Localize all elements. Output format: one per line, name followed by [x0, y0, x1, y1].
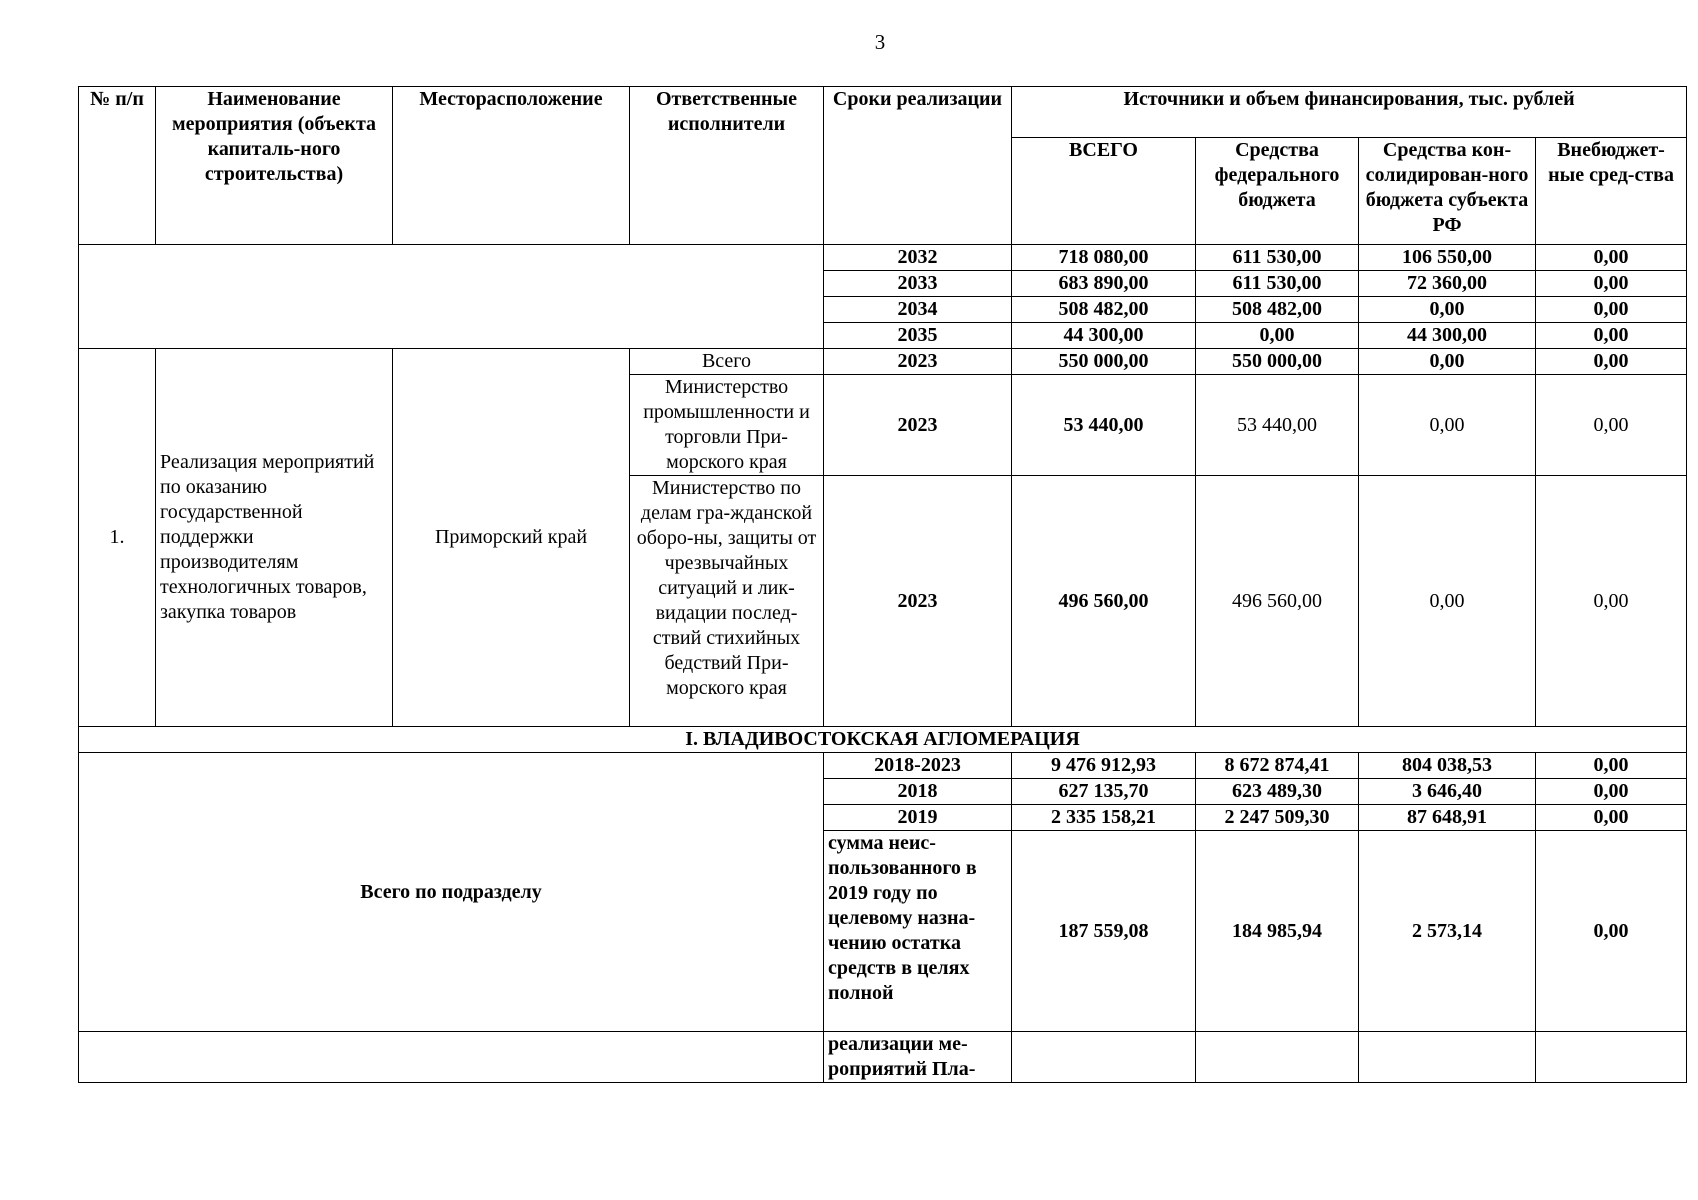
year-cell: 2023 [824, 375, 1012, 476]
extra-cell: 0,00 [1536, 271, 1687, 297]
header-responsible: Ответственные исполнители [630, 87, 824, 245]
table-row [79, 245, 1687, 271]
extra-cell: 0,00 [1536, 323, 1687, 349]
year-cell: сумма неис-пользованного в 2019 году по целевому назна-чению остатка средств в целях полной [824, 831, 1012, 1032]
extra-cell: 0,00 [1536, 805, 1687, 831]
item-location: Приморский край [393, 349, 630, 727]
responsible-cell: Министерство по делам гра-жданской оборо-ны, защиты от чрезвычайных ситуаций и лик-видации послед-ствий стихийных бедствий При-морского края [630, 476, 824, 727]
federal-cell: 0,00 [1196, 323, 1359, 349]
regional-cell: 44 300,00 [1359, 323, 1536, 349]
regional-cell: 2 573,14 [1359, 831, 1536, 1032]
total-cell: 44 300,00 [1012, 323, 1196, 349]
year-cell: 2019 [824, 805, 1012, 831]
year-cell: 2035 [824, 323, 1012, 349]
header-period: Сроки реализации [824, 87, 1012, 245]
total-cell [1012, 1032, 1196, 1083]
federal-cell: 611 530,00 [1196, 245, 1359, 271]
regional-cell: 72 360,00 [1359, 271, 1536, 297]
federal-cell: 2 247 509,30 [1196, 805, 1359, 831]
regional-cell: 0,00 [1359, 476, 1536, 727]
year-cell: реализации ме-роприятий Пла- [824, 1032, 1012, 1083]
extra-cell: 0,00 [1536, 476, 1687, 727]
total-cell: 9 476 912,93 [1012, 753, 1196, 779]
header-total: ВСЕГО [1012, 138, 1196, 245]
empty-merged-cell [79, 1032, 824, 1083]
header-num: № п/п [79, 87, 156, 245]
item-row [79, 349, 1687, 375]
total-cell: 187 559,08 [1012, 831, 1196, 1032]
header-location: Месторасположение [393, 87, 630, 245]
federal-cell: 611 530,00 [1196, 271, 1359, 297]
extra-cell [1536, 1032, 1687, 1083]
item-number: 1. [79, 349, 156, 727]
year-cell: 2033 [824, 271, 1012, 297]
regional-cell: 3 646,40 [1359, 779, 1536, 805]
federal-cell: 496 560,00 [1196, 476, 1359, 727]
year-cell: 2032 [824, 245, 1012, 271]
header-federal: Средства федерального бюджета [1196, 138, 1359, 245]
responsible-cell: Всего [630, 349, 824, 375]
federal-cell [1196, 1032, 1359, 1083]
header-name: Наименование мероприятия (объекта капиталь-ного строительства) [156, 87, 393, 245]
extra-cell: 0,00 [1536, 753, 1687, 779]
regional-cell [1359, 1032, 1536, 1083]
extra-cell: 0,00 [1536, 297, 1687, 323]
total-cell: 53 440,00 [1012, 375, 1196, 476]
federal-cell: 53 440,00 [1196, 375, 1359, 476]
regional-cell: 0,00 [1359, 349, 1536, 375]
header-row [79, 87, 1687, 138]
subtotal-row [79, 753, 1687, 779]
extra-cell: 0,00 [1536, 349, 1687, 375]
total-cell: 550 000,00 [1012, 349, 1196, 375]
total-cell: 683 890,00 [1012, 271, 1196, 297]
page-number: 3 [874, 30, 886, 54]
year-cell: 2034 [824, 297, 1012, 323]
year-cell: 2018 [824, 779, 1012, 805]
regional-cell: 106 550,00 [1359, 245, 1536, 271]
continuation-row [79, 1032, 1687, 1083]
item-name: Реализация мероприятий по оказанию государственной поддержки производителям технологичных товаров, закупка товаров [156, 349, 393, 727]
section-heading-row [79, 727, 1687, 753]
extra-cell: 0,00 [1536, 375, 1687, 476]
federal-cell: 184 985,94 [1196, 831, 1359, 1032]
budget-table [78, 86, 1687, 1083]
extra-cell: 0,00 [1536, 779, 1687, 805]
year-cell: 2023 [824, 476, 1012, 727]
federal-cell: 508 482,00 [1196, 297, 1359, 323]
header-extra: Внебюджет-ные сред-ства [1536, 138, 1687, 245]
regional-cell: 0,00 [1359, 297, 1536, 323]
header-sources-group: Источники и объем финансирования, тыс. рублей [1012, 87, 1687, 138]
regional-cell: 0,00 [1359, 375, 1536, 476]
section-title: I. ВЛАДИВОСТОКСКАЯ АГЛОМЕРАЦИЯ [79, 727, 1687, 753]
header-regional: Средства кон-солидирован-ного бюджета субъекта РФ [1359, 138, 1536, 245]
federal-cell: 550 000,00 [1196, 349, 1359, 375]
total-cell: 627 135,70 [1012, 779, 1196, 805]
total-cell: 508 482,00 [1012, 297, 1196, 323]
total-cell: 718 080,00 [1012, 245, 1196, 271]
total-cell: 496 560,00 [1012, 476, 1196, 727]
empty-merged-cell [79, 245, 824, 349]
federal-cell: 623 489,30 [1196, 779, 1359, 805]
regional-cell: 804 038,53 [1359, 753, 1536, 779]
subtotal-label: Всего по подразделу [79, 753, 824, 1032]
year-cell: 2023 [824, 349, 1012, 375]
year-cell: 2018-2023 [824, 753, 1012, 779]
regional-cell: 87 648,91 [1359, 805, 1536, 831]
extra-cell: 0,00 [1536, 245, 1687, 271]
total-cell: 2 335 158,21 [1012, 805, 1196, 831]
responsible-cell: Министерство промышленности и торговли При-морского края [630, 375, 824, 476]
federal-cell: 8 672 874,41 [1196, 753, 1359, 779]
extra-cell: 0,00 [1536, 831, 1687, 1032]
